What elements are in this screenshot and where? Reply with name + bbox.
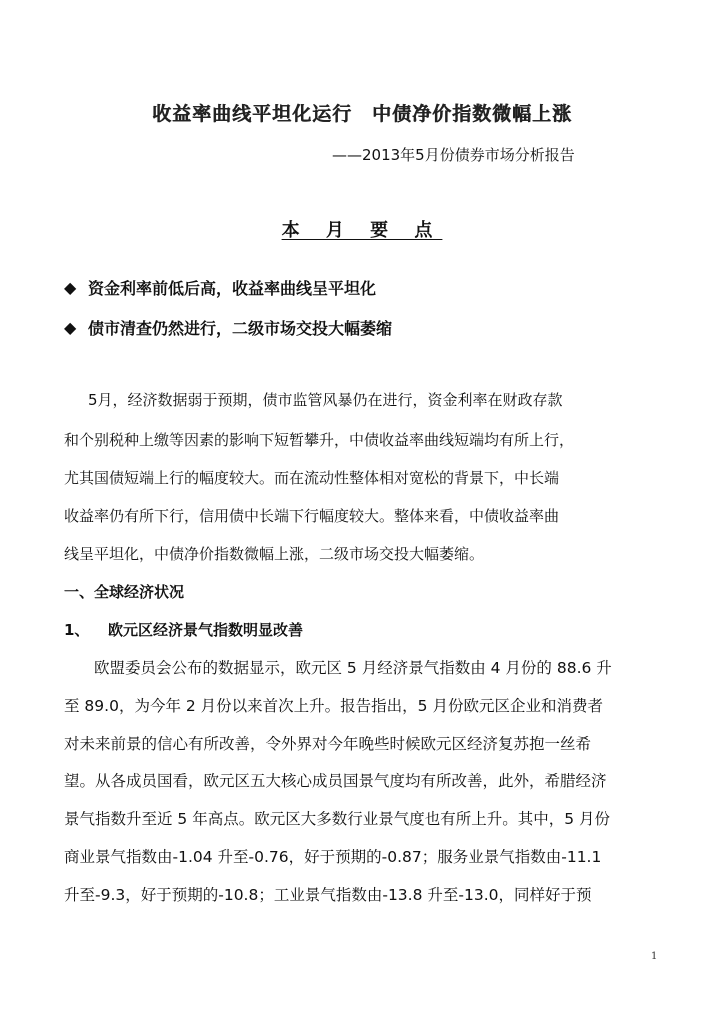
- body-line: 欧盟委员会公布的数据显示，欧元区 5 月经济景气指数由 4 月份的 88.6 升: [94, 659, 612, 677]
- body-line: 景气指数升至近 5 年高点。欧元区大多数行业景气度也有所上升。其中，5 月份: [64, 810, 611, 828]
- key-point: [64, 276, 376, 299]
- diamond-bullet-icon: ◆: [64, 278, 77, 297]
- report-subtitle: ——2013年5月份债券市场分析报告: [332, 146, 575, 164]
- diamond-bullet-icon: ◆: [64, 318, 77, 337]
- key-point-text: 资金利率前低后高，收益率曲线呈平坦化: [88, 279, 377, 298]
- report-title: 收益率曲线平坦化运行 中债净价指数微幅上涨: [151, 103, 572, 125]
- key-point: [64, 316, 392, 339]
- summary-line: 收益率仍有所下行，信用债中长端下行幅度较大。整体来看，中债收益率曲: [64, 507, 560, 525]
- body-line: 至 89.0，为今年 2 月份以来首次上升。报告指出，5 月份欧元区企业和消费者: [64, 697, 603, 715]
- summary-line: 尤其国债短端上行的幅度较大。而在流动性整体相对宽松的背景下，中长端: [64, 469, 560, 487]
- summary-line: 和个别税种上缴等因素的影响下短暂攀升，中债收益率曲线短端均有所上行，: [64, 431, 575, 449]
- subsection-number: 1、: [64, 621, 90, 639]
- body-line: 对未来前景的信心有所改善，令外界对今年晚些时候欧元区经济复苏抱一丝希: [64, 735, 592, 753]
- subsection-title: 欧元区经济景气指数明显改善: [108, 621, 304, 639]
- body-line: 商业景气指数由-1.04 升至-0.76，好于预期的-0.87；服务业景气指数由-11.1: [64, 848, 602, 866]
- key-point-text: 债市清查仍然进行，二级市场交投大幅萎缩: [88, 319, 393, 338]
- summary-line: 线呈平坦化，中债净价指数微幅上涨，二级市场交投大幅萎缩。: [64, 545, 485, 563]
- page-number: 1: [651, 951, 658, 962]
- subsection-heading: [64, 619, 303, 640]
- body-line: 望。从各成员国看，欧元区五大核心成员国景气度均有所改善，此外，希腊经济: [64, 772, 607, 790]
- key-points-heading: 本 月 要 点: [281, 220, 443, 241]
- body-line: 升至-9.3，好于预期的-10.8；工业景气指数由-13.8 升至-13.0，同样好于预: [64, 886, 592, 904]
- section-heading: 一、全球经济状况: [64, 583, 185, 601]
- summary-line: 5月，经济数据弱于预期，债市监管风暴仍在进行，资金利率在财政存款: [88, 391, 563, 409]
